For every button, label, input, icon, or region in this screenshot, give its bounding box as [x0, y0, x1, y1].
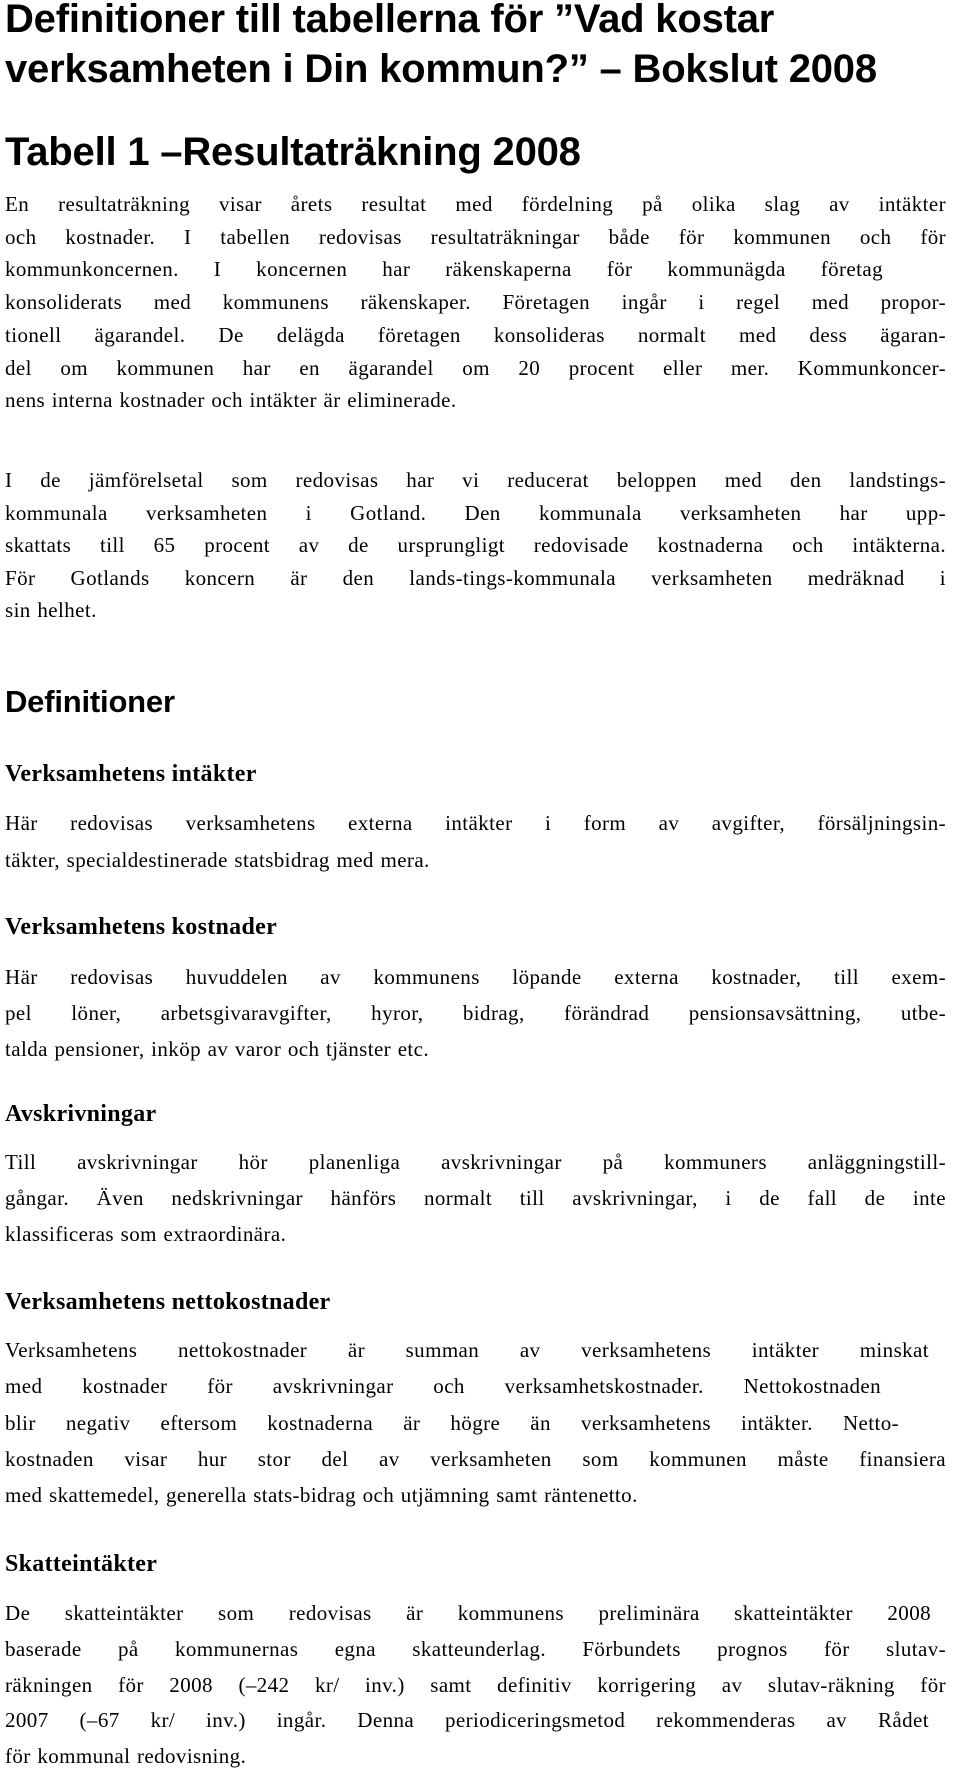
text-line: sin helhet. — [5, 598, 97, 622]
text-line: talda pensioner, inköp av varor och tjänster etc. — [5, 1037, 430, 1061]
text-line: baserade på kommunernas egna skatteunderlag. Förbundets prognos för slutav- — [5, 1636, 946, 1661]
intro-paragraph-1 — [5, 188, 946, 417]
definition-text — [5, 1144, 946, 1252]
text-line: pel löner, arbetsgivaravgifter, hyror, bidrag, förändrad pensionsavsättning, utbe- — [5, 1001, 946, 1025]
text-line: klassificeras som extraordinära. — [5, 1222, 287, 1246]
text-line: skattats till 65 procent av de ursprungligt redovisade kostnaderna och intäkterna. — [5, 533, 946, 557]
table-heading: Tabell 1 –Resultaträkning 2008 — [5, 130, 581, 174]
text-line: räkningen för 2008 (–242 kr/ inv.) samt definitiv korrigering av slutav-räkning för — [5, 1672, 946, 1697]
definition-text — [5, 959, 946, 1067]
text-line: Till avskrivningar hör planenliga avskrivningar på kommuners anläggningstill- — [5, 1150, 946, 1174]
text-line: Här redovisas verksamhetens externa intäkter i form av avgifter, försäljningsin- — [5, 811, 946, 835]
definition-term: Verksamhetens kostnader — [5, 914, 278, 940]
definition-term: Verksamhetens nettokostnader — [5, 1289, 331, 1315]
text-line: 2007 (–67 kr/ inv.) ingår. Denna periodiceringsmetod rekommenderas av Rådet — [5, 1708, 929, 1733]
text-line: I de jämförelsetal som redovisas har vi reducerat beloppen med den landstings- — [5, 468, 946, 492]
text-line: Här redovisas huvuddelen av kommunens löpande externa kostnader, till exem- — [5, 965, 946, 989]
text-line: En resultaträkning visar årets resultat med fördelning på olika slag av intäkter — [5, 192, 946, 216]
text-line: Verksamhetens nettokostnader är summan av verksamhetens intäkter minskat — [5, 1338, 929, 1362]
text-line: för kommunal redovisning. — [5, 1744, 247, 1769]
text-line: gångar. Även nedskrivningar hänförs normalt till avskrivningar, i de fall de inte — [5, 1186, 946, 1210]
definition-text — [5, 1332, 946, 1513]
text-line: nens interna kostnader och intäkter är eliminerade. — [5, 388, 457, 413]
definition-text — [5, 805, 946, 878]
text-line: tionell ägarandel. De delägda företagen konsolideras normalt med dess ägaran- — [5, 322, 946, 347]
text-line: De skatteintäkter som redovisas är kommunens preliminära skatteintäkter 2008 — [5, 1601, 931, 1625]
text-line: kostnaden visar hur stor del av verksamheten som kommunen måste finansiera — [5, 1446, 946, 1471]
text-line: täkter, specialdestinerade statsbidrag med mera. — [5, 847, 430, 872]
text-line: kommunkoncernen. I koncernen har räkenskaperna för kommunägda företag — [5, 257, 883, 282]
text-line: blir negativ eftersom kostnaderna är högre än verksamhetens intäkter. Netto- — [5, 1410, 899, 1435]
definition-term: Skatteintäkter — [5, 1551, 158, 1577]
text-line: konsoliderats med kommunens räkenskaper. Företagen ingår i regel med propor- — [5, 290, 946, 315]
definition-term: Verksamhetens intäkter — [5, 761, 257, 787]
text-line: del om kommunen har en ägarandel om 20 procent eller mer. Kommunkoncer- — [5, 355, 946, 380]
definition-term: Avskrivningar — [5, 1101, 157, 1127]
intro-paragraph-2 — [5, 464, 946, 627]
text-line: med kostnader för avskrivningar och verksamhetskostnader. Nettokostnaden — [5, 1374, 881, 1399]
text-line: och kostnader. I tabellen redovisas resultaträkningar både för kommunen och för — [5, 224, 946, 249]
text-line: För Gotlands koncern är den lands-tings-kommunala verksamheten medräknad i — [5, 565, 946, 590]
text-line: med skattemedel, generella stats-bidrag och utjämning samt räntenetto. — [5, 1483, 638, 1508]
main-title: Definitioner till tabellerna för ”Vad kostar verksamheten i Din kommun?” – Bokslut 2008 — [5, 0, 877, 91]
definitions-heading: Definitioner — [5, 684, 175, 719]
text-line: kommunala verksamheten i Gotland. Den kommunala verksamheten har upp- — [5, 500, 946, 525]
definition-text — [5, 1596, 946, 1775]
